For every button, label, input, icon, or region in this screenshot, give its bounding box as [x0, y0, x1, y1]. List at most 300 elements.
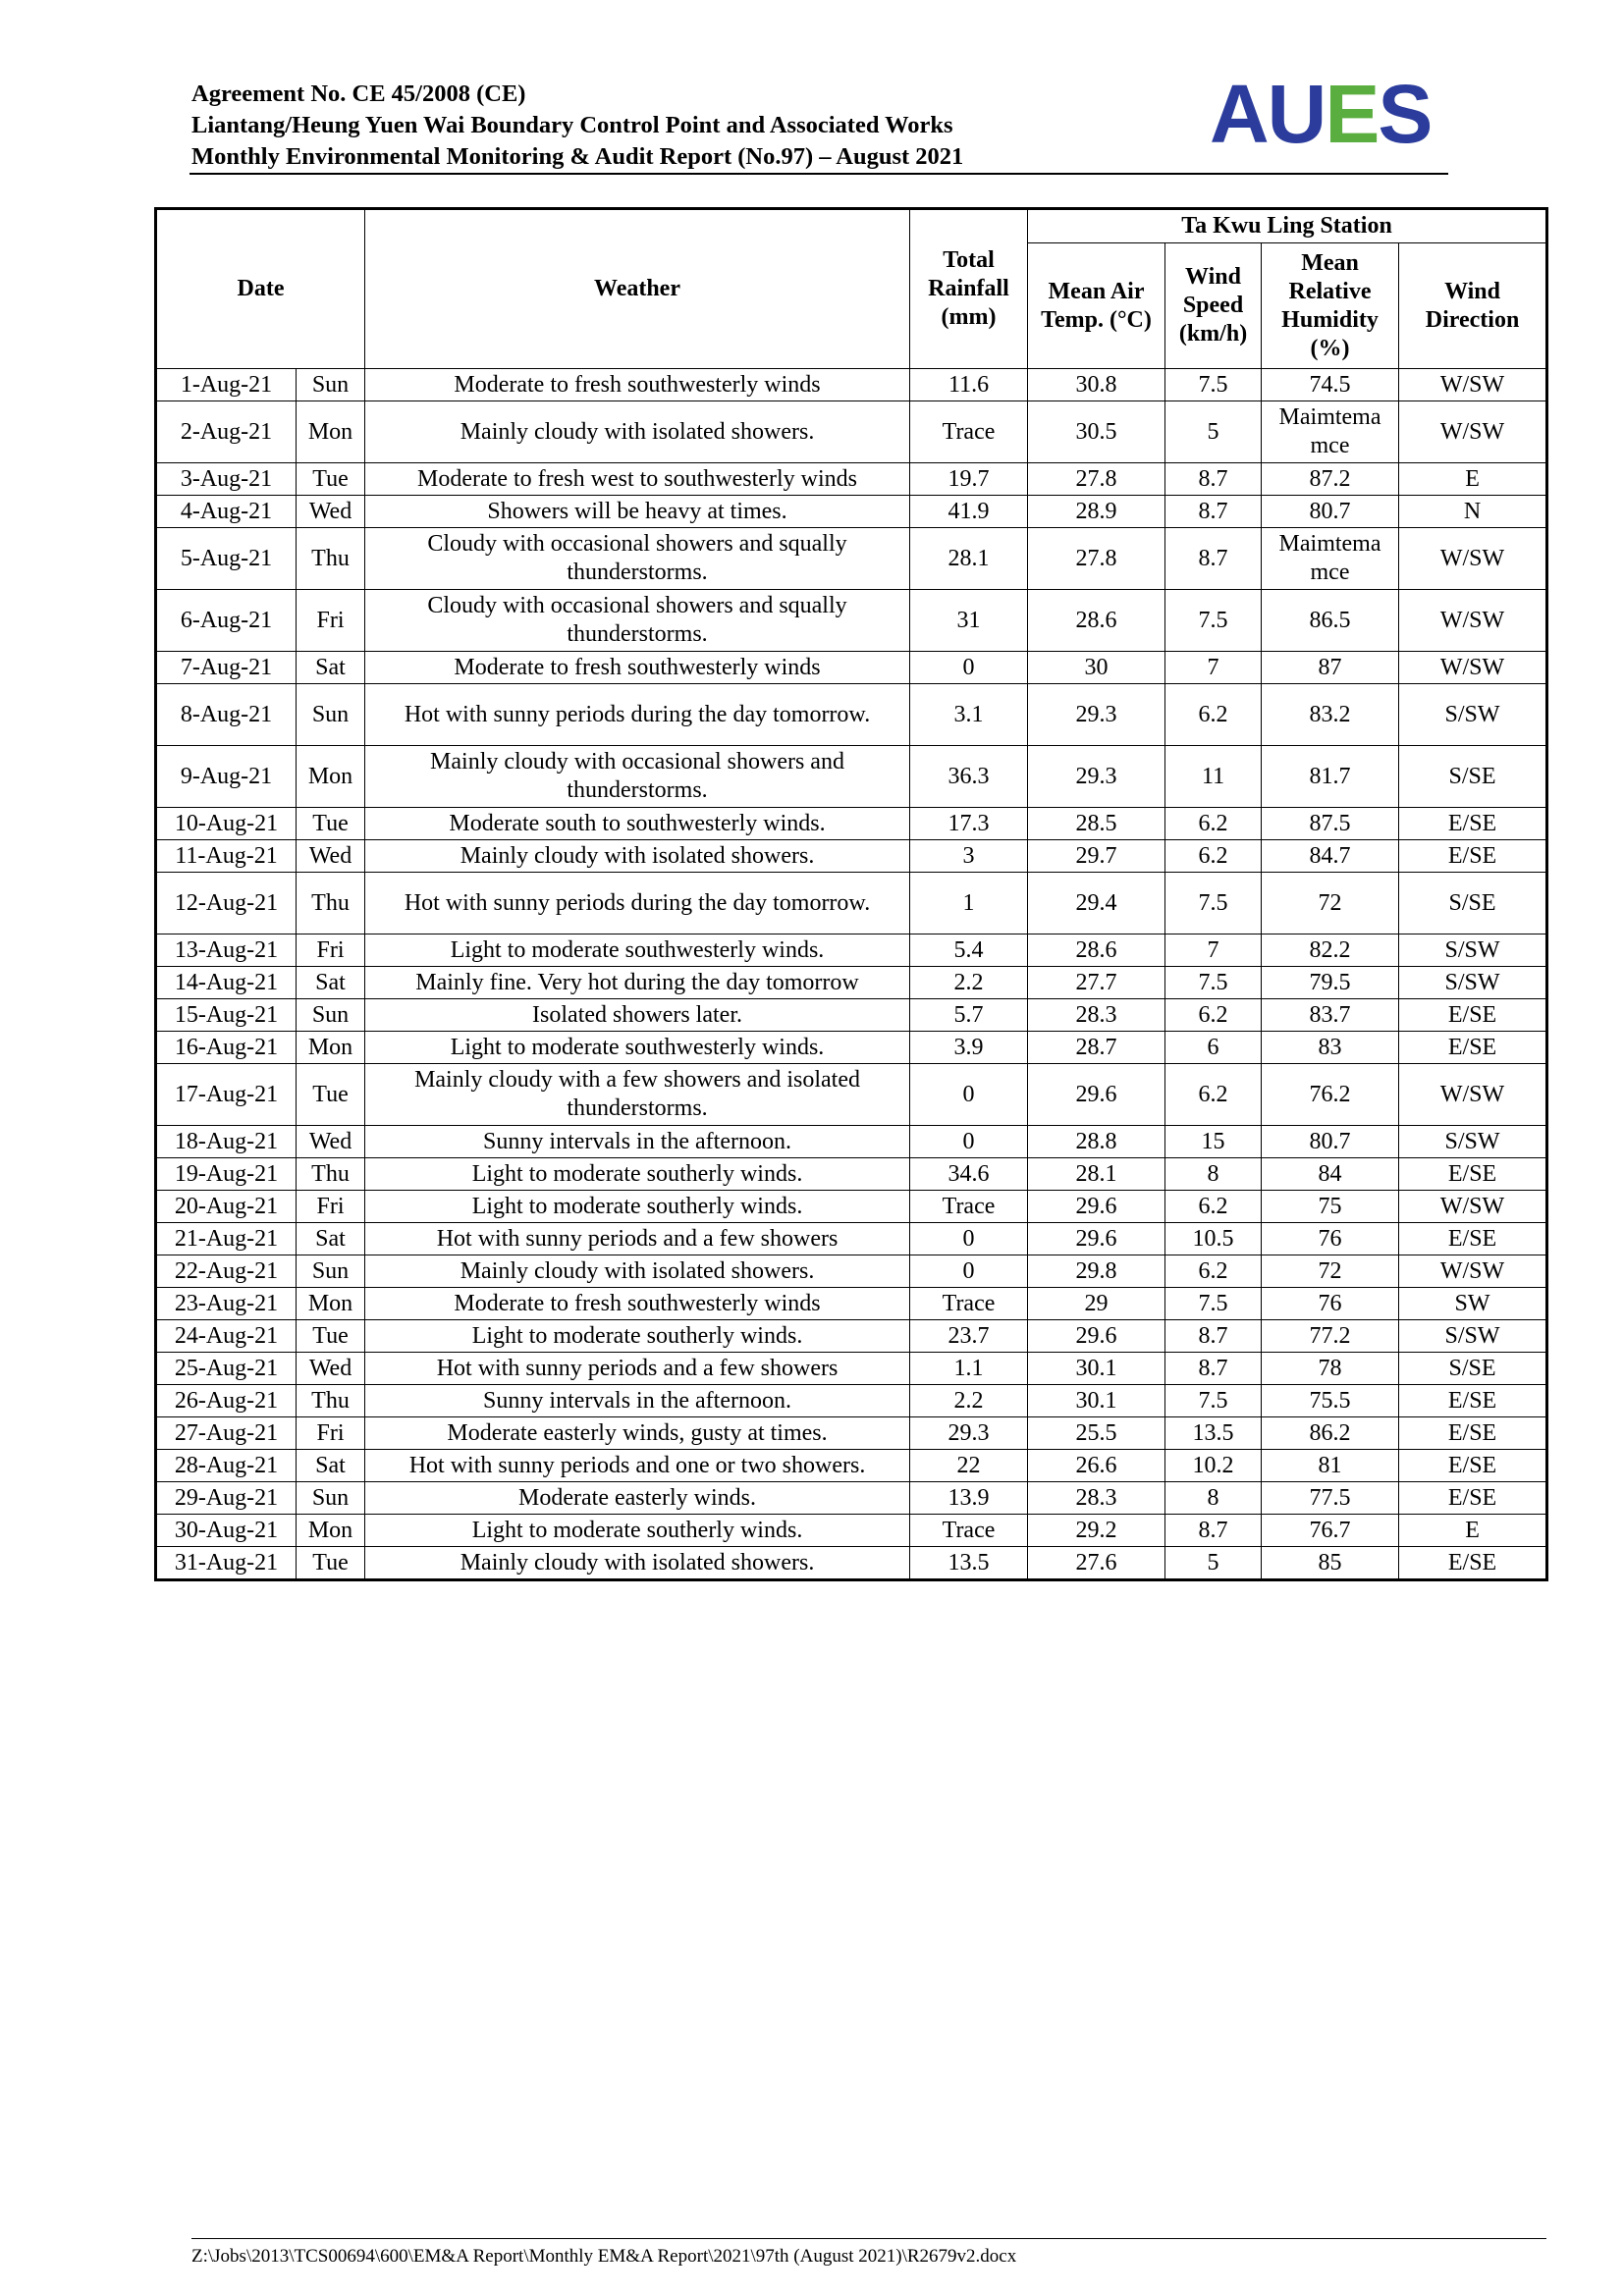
- cell-wind-speed: 6.2: [1165, 840, 1262, 873]
- cell-wind-speed: 8.7: [1165, 1515, 1262, 1547]
- cell-date: 10-Aug-21: [156, 808, 297, 840]
- cell-temp: 29.7: [1028, 840, 1165, 873]
- cell-rainfall: Trace: [910, 401, 1028, 463]
- cell-date: 9-Aug-21: [156, 746, 297, 808]
- cell-weather: Mainly cloudy with isolated showers.: [365, 401, 910, 463]
- cell-rainfall: 22: [910, 1450, 1028, 1482]
- cell-weather: Light to moderate southwesterly winds.: [365, 934, 910, 967]
- table-row: [156, 873, 1547, 934]
- header-divider: [189, 173, 1448, 175]
- cell-rainfall: 13.9: [910, 1482, 1028, 1515]
- table-row: [156, 496, 1547, 528]
- cell-humidity: 74.5: [1262, 369, 1399, 401]
- cell-wind-direction: W/SW: [1399, 369, 1547, 401]
- cell-rainfall: 0: [910, 652, 1028, 684]
- cell-temp: 30.5: [1028, 401, 1165, 463]
- cell-humidity: 75.5: [1262, 1385, 1399, 1417]
- cell-wind-direction: S/SW: [1399, 934, 1547, 967]
- cell-day: Mon: [297, 1288, 365, 1320]
- cell-humidity: 87.2: [1262, 463, 1399, 496]
- cell-day: Fri: [297, 1191, 365, 1223]
- table-row: [156, 1547, 1547, 1580]
- cell-wind-speed: 6.2: [1165, 808, 1262, 840]
- aues-logo: [1210, 68, 1432, 160]
- cell-wind-direction: S/SE: [1399, 746, 1547, 808]
- cell-weather: Moderate to fresh west to southwesterly winds: [365, 463, 910, 496]
- cell-temp: 27.8: [1028, 463, 1165, 496]
- table-row: [156, 1158, 1547, 1191]
- cell-weather: Showers will be heavy at times.: [365, 496, 910, 528]
- cell-day: Mon: [297, 401, 365, 463]
- cell-weather: Moderate to fresh southwesterly winds: [365, 1288, 910, 1320]
- cell-date: 20-Aug-21: [156, 1191, 297, 1223]
- cell-wind-speed: 10.2: [1165, 1450, 1262, 1482]
- cell-wind-speed: 7.5: [1165, 873, 1262, 934]
- cell-wind-direction: E/SE: [1399, 1450, 1547, 1482]
- cell-date: 13-Aug-21: [156, 934, 297, 967]
- cell-wind-speed: 5: [1165, 401, 1262, 463]
- cell-day: Sun: [297, 684, 365, 746]
- cell-date: 30-Aug-21: [156, 1515, 297, 1547]
- cell-date: 31-Aug-21: [156, 1547, 297, 1580]
- table-row: [156, 652, 1547, 684]
- cell-wind-speed: 8: [1165, 1482, 1262, 1515]
- cell-rainfall: 5.4: [910, 934, 1028, 967]
- cell-date: 17-Aug-21: [156, 1064, 297, 1126]
- cell-weather: Light to moderate southerly winds.: [365, 1191, 910, 1223]
- logo-text-au: AU: [1210, 68, 1326, 160]
- cell-wind-direction: E/SE: [1399, 1032, 1547, 1064]
- cell-humidity: 76: [1262, 1223, 1399, 1255]
- cell-day: Mon: [297, 746, 365, 808]
- table-row: [156, 967, 1547, 999]
- cell-weather: Mainly cloudy with isolated showers.: [365, 1547, 910, 1580]
- cell-rainfall: 3.1: [910, 684, 1028, 746]
- cell-wind-direction: S/SW: [1399, 684, 1547, 746]
- cell-day: Wed: [297, 1126, 365, 1158]
- cell-date: 11-Aug-21: [156, 840, 297, 873]
- cell-weather: Hot with sunny periods and a few showers: [365, 1353, 910, 1385]
- cell-humidity: 77.5: [1262, 1482, 1399, 1515]
- cell-temp: 29.4: [1028, 873, 1165, 934]
- table-row: [156, 590, 1547, 652]
- table-row: [156, 1385, 1547, 1417]
- cell-wind-speed: 7.5: [1165, 1288, 1262, 1320]
- cell-rainfall: Trace: [910, 1191, 1028, 1223]
- cell-wind-direction: SW: [1399, 1288, 1547, 1320]
- footer-divider: [191, 2238, 1546, 2239]
- cell-rainfall: 2.2: [910, 967, 1028, 999]
- cell-weather: Sunny intervals in the afternoon.: [365, 1385, 910, 1417]
- cell-rainfall: 2.2: [910, 1385, 1028, 1417]
- cell-humidity: 83.2: [1262, 684, 1399, 746]
- cell-day: Sat: [297, 1223, 365, 1255]
- cell-rainfall: 36.3: [910, 746, 1028, 808]
- cell-date: 15-Aug-21: [156, 999, 297, 1032]
- cell-day: Wed: [297, 496, 365, 528]
- cell-wind-speed: 6.2: [1165, 684, 1262, 746]
- cell-temp: 30.1: [1028, 1385, 1165, 1417]
- cell-temp: 28.3: [1028, 999, 1165, 1032]
- cell-rainfall: 41.9: [910, 496, 1028, 528]
- cell-day: Sun: [297, 1482, 365, 1515]
- cell-wind-direction: E/SE: [1399, 1417, 1547, 1450]
- cell-wind-speed: 6.2: [1165, 999, 1262, 1032]
- cell-humidity: 83: [1262, 1032, 1399, 1064]
- cell-wind-speed: 6.2: [1165, 1064, 1262, 1126]
- cell-day: Sat: [297, 652, 365, 684]
- cell-humidity: 76.2: [1262, 1064, 1399, 1126]
- cell-temp: 28.6: [1028, 590, 1165, 652]
- cell-temp: 29.3: [1028, 746, 1165, 808]
- cell-weather: Mainly cloudy with a few showers and isolated thunderstorms.: [365, 1064, 910, 1126]
- cell-wind-speed: 6.2: [1165, 1255, 1262, 1288]
- cell-wind-direction: W/SW: [1399, 1255, 1547, 1288]
- cell-day: Tue: [297, 1064, 365, 1126]
- agreement-number: Agreement No. CE 45/2008 (CE): [191, 80, 526, 107]
- cell-rainfall: 5.7: [910, 999, 1028, 1032]
- cell-weather: Cloudy with occasional showers and squally thunderstorms.: [365, 528, 910, 590]
- cell-humidity: 81: [1262, 1450, 1399, 1482]
- cell-rainfall: 0: [910, 1255, 1028, 1288]
- table-row: [156, 528, 1547, 590]
- cell-wind-direction: E/SE: [1399, 1482, 1547, 1515]
- cell-rainfall: 3.9: [910, 1032, 1028, 1064]
- cell-wind-speed: 7.5: [1165, 967, 1262, 999]
- cell-date: 6-Aug-21: [156, 590, 297, 652]
- cell-humidity: 79.5: [1262, 967, 1399, 999]
- cell-weather: Hot with sunny periods and a few showers: [365, 1223, 910, 1255]
- cell-wind-speed: 15: [1165, 1126, 1262, 1158]
- table-row: [156, 999, 1547, 1032]
- cell-temp: 28.5: [1028, 808, 1165, 840]
- cell-humidity: 86.5: [1262, 590, 1399, 652]
- cell-rainfall: 0: [910, 1223, 1028, 1255]
- cell-rainfall: Trace: [910, 1288, 1028, 1320]
- cell-day: Tue: [297, 463, 365, 496]
- table-row: [156, 1223, 1547, 1255]
- cell-weather: Light to moderate southerly winds.: [365, 1320, 910, 1353]
- table-row: [156, 684, 1547, 746]
- cell-wind-direction: W/SW: [1399, 1191, 1547, 1223]
- cell-wind-speed: 7.5: [1165, 590, 1262, 652]
- cell-humidity: 87: [1262, 652, 1399, 684]
- cell-temp: 25.5: [1028, 1417, 1165, 1450]
- cell-date: 19-Aug-21: [156, 1158, 297, 1191]
- cell-date: 18-Aug-21: [156, 1126, 297, 1158]
- cell-weather: Light to moderate southwesterly winds.: [365, 1032, 910, 1064]
- cell-date: 24-Aug-21: [156, 1320, 297, 1353]
- cell-humidity: 77.2: [1262, 1320, 1399, 1353]
- cell-weather: Sunny intervals in the afternoon.: [365, 1126, 910, 1158]
- cell-temp: 27.7: [1028, 967, 1165, 999]
- cell-humidity: 76.7: [1262, 1515, 1399, 1547]
- cell-day: Tue: [297, 1547, 365, 1580]
- cell-rainfall: 11.6: [910, 369, 1028, 401]
- file-path-footer: Z:\Jobs\2013\TCS00694\600\EM&A Report\Monthly EM&A Report\2021\97th (August 2021)\R2679v2.docx: [191, 2246, 1017, 2267]
- cell-humidity: 80.7: [1262, 496, 1399, 528]
- cell-wind-direction: S/SW: [1399, 1320, 1547, 1353]
- project-title: Liantang/Heung Yuen Wai Boundary Control Point and Associated Works: [191, 112, 953, 138]
- table-row: [156, 463, 1547, 496]
- table-row: [156, 1450, 1547, 1482]
- cell-temp: 28.1: [1028, 1158, 1165, 1191]
- cell-date: 26-Aug-21: [156, 1385, 297, 1417]
- cell-date: 16-Aug-21: [156, 1032, 297, 1064]
- table-body: [156, 369, 1547, 1580]
- cell-weather: Light to moderate southerly winds.: [365, 1158, 910, 1191]
- table-row: [156, 1191, 1547, 1223]
- cell-wind-direction: E/SE: [1399, 808, 1547, 840]
- cell-date: 7-Aug-21: [156, 652, 297, 684]
- cell-temp: 28.3: [1028, 1482, 1165, 1515]
- cell-rainfall: 1: [910, 873, 1028, 934]
- cell-rainfall: 0: [910, 1126, 1028, 1158]
- cell-day: Sun: [297, 999, 365, 1032]
- cell-humidity: 78: [1262, 1353, 1399, 1385]
- cell-date: 14-Aug-21: [156, 967, 297, 999]
- table-row: [156, 1353, 1547, 1385]
- cell-wind-speed: 5: [1165, 1547, 1262, 1580]
- cell-weather: Moderate easterly winds, gusty at times.: [365, 1417, 910, 1450]
- cell-day: Mon: [297, 1515, 365, 1547]
- cell-date: 21-Aug-21: [156, 1223, 297, 1255]
- cell-rainfall: 13.5: [910, 1547, 1028, 1580]
- cell-wind-speed: 7.5: [1165, 369, 1262, 401]
- cell-humidity: 84.7: [1262, 840, 1399, 873]
- cell-rainfall: 23.7: [910, 1320, 1028, 1353]
- cell-humidity: 76: [1262, 1288, 1399, 1320]
- cell-date: 25-Aug-21: [156, 1353, 297, 1385]
- table-row: [156, 369, 1547, 401]
- cell-day: Thu: [297, 1158, 365, 1191]
- table-row: [156, 1126, 1547, 1158]
- table-row: [156, 746, 1547, 808]
- cell-wind-speed: 8: [1165, 1158, 1262, 1191]
- cell-humidity: 72: [1262, 873, 1399, 934]
- cell-day: Fri: [297, 590, 365, 652]
- header-station: Ta Kwu Ling Station: [1028, 209, 1547, 243]
- cell-rainfall: 17.3: [910, 808, 1028, 840]
- cell-wind-direction: W/SW: [1399, 401, 1547, 463]
- cell-temp: 28.8: [1028, 1126, 1165, 1158]
- table-header: [156, 209, 1547, 369]
- cell-wind-direction: W/SW: [1399, 528, 1547, 590]
- cell-day: Sun: [297, 369, 365, 401]
- cell-weather: Mainly cloudy with isolated showers.: [365, 840, 910, 873]
- cell-wind-direction: S/SW: [1399, 967, 1547, 999]
- cell-day: Sun: [297, 1255, 365, 1288]
- cell-wind-speed: 8.7: [1165, 528, 1262, 590]
- header-temp: Mean Air Temp. (°C): [1028, 243, 1165, 369]
- cell-weather: Moderate to fresh southwesterly winds: [365, 369, 910, 401]
- table-row: [156, 1288, 1547, 1320]
- header-wind-speed: Wind Speed (km/h): [1165, 243, 1262, 369]
- cell-humidity: 87.5: [1262, 808, 1399, 840]
- cell-humidity: 86.2: [1262, 1417, 1399, 1450]
- cell-wind-direction: E/SE: [1399, 1385, 1547, 1417]
- cell-day: Sat: [297, 967, 365, 999]
- cell-rainfall: 19.7: [910, 463, 1028, 496]
- cell-wind-direction: W/SW: [1399, 590, 1547, 652]
- cell-wind-speed: 7: [1165, 934, 1262, 967]
- cell-weather: Hot with sunny periods and one or two showers.: [365, 1450, 910, 1482]
- cell-humidity: Maimtema mce: [1262, 401, 1399, 463]
- cell-weather: Mainly fine. Very hot during the day tomorrow: [365, 967, 910, 999]
- cell-rainfall: 29.3: [910, 1417, 1028, 1450]
- cell-temp: 29.6: [1028, 1223, 1165, 1255]
- cell-humidity: 84: [1262, 1158, 1399, 1191]
- cell-date: 3-Aug-21: [156, 463, 297, 496]
- cell-temp: 30: [1028, 652, 1165, 684]
- cell-day: Fri: [297, 934, 365, 967]
- cell-temp: 28.7: [1028, 1032, 1165, 1064]
- cell-wind-speed: 8.7: [1165, 1320, 1262, 1353]
- cell-humidity: 81.7: [1262, 746, 1399, 808]
- weather-table: [154, 207, 1548, 1581]
- table-row: [156, 1515, 1547, 1547]
- cell-date: 27-Aug-21: [156, 1417, 297, 1450]
- cell-day: Tue: [297, 1320, 365, 1353]
- cell-temp: 29.3: [1028, 684, 1165, 746]
- cell-wind-direction: E/SE: [1399, 1223, 1547, 1255]
- cell-wind-direction: S/SE: [1399, 873, 1547, 934]
- header-weather: Weather: [365, 209, 910, 369]
- report-title: Monthly Environmental Monitoring & Audit Report (No.97) – August 2021: [191, 143, 964, 170]
- table-row: [156, 1032, 1547, 1064]
- cell-temp: 28.6: [1028, 934, 1165, 967]
- cell-wind-direction: W/SW: [1399, 1064, 1547, 1126]
- cell-date: 4-Aug-21: [156, 496, 297, 528]
- table-row: [156, 1255, 1547, 1288]
- table-row: [156, 1482, 1547, 1515]
- table-row: [156, 1320, 1547, 1353]
- cell-temp: 28.9: [1028, 496, 1165, 528]
- cell-wind-speed: 6.2: [1165, 1191, 1262, 1223]
- cell-rainfall: 0: [910, 1064, 1028, 1126]
- cell-weather: Moderate south to southwesterly winds.: [365, 808, 910, 840]
- cell-wind-direction: E: [1399, 1515, 1547, 1547]
- cell-temp: 29.8: [1028, 1255, 1165, 1288]
- header-rainfall: Total Rainfall (mm): [910, 209, 1028, 369]
- cell-day: Sat: [297, 1450, 365, 1482]
- cell-weather: Moderate easterly winds.: [365, 1482, 910, 1515]
- cell-wind-direction: W/SW: [1399, 652, 1547, 684]
- table-row: [156, 401, 1547, 463]
- table-row: [156, 1417, 1547, 1450]
- cell-wind-direction: S/SE: [1399, 1353, 1547, 1385]
- cell-humidity: 82.2: [1262, 934, 1399, 967]
- cell-wind-speed: 6: [1165, 1032, 1262, 1064]
- cell-weather: Mainly cloudy with occasional showers and thunderstorms.: [365, 746, 910, 808]
- cell-day: Mon: [297, 1032, 365, 1064]
- cell-weather: Isolated showers later.: [365, 999, 910, 1032]
- cell-humidity: 85: [1262, 1547, 1399, 1580]
- cell-temp: 26.6: [1028, 1450, 1165, 1482]
- cell-temp: 29.6: [1028, 1320, 1165, 1353]
- cell-wind-direction: E/SE: [1399, 1547, 1547, 1580]
- table-row: [156, 934, 1547, 967]
- table-row: [156, 808, 1547, 840]
- table-row: [156, 1064, 1547, 1126]
- cell-rainfall: 34.6: [910, 1158, 1028, 1191]
- logo-text-e: E: [1325, 68, 1379, 160]
- cell-date: 2-Aug-21: [156, 401, 297, 463]
- cell-temp: 29.6: [1028, 1064, 1165, 1126]
- cell-day: Fri: [297, 1417, 365, 1450]
- cell-date: 5-Aug-21: [156, 528, 297, 590]
- header-wind-direction: Wind Direction: [1399, 243, 1547, 369]
- cell-weather: Cloudy with occasional showers and squally thunderstorms.: [365, 590, 910, 652]
- cell-temp: 29.2: [1028, 1515, 1165, 1547]
- cell-day: Thu: [297, 873, 365, 934]
- cell-date: 8-Aug-21: [156, 684, 297, 746]
- cell-humidity: 83.7: [1262, 999, 1399, 1032]
- cell-day: Tue: [297, 808, 365, 840]
- cell-wind-speed: 8.7: [1165, 496, 1262, 528]
- cell-date: 29-Aug-21: [156, 1482, 297, 1515]
- cell-humidity: 72: [1262, 1255, 1399, 1288]
- cell-date: 28-Aug-21: [156, 1450, 297, 1482]
- cell-day: Thu: [297, 528, 365, 590]
- header-humidity: Mean Relative Humidity (%): [1262, 243, 1399, 369]
- cell-wind-speed: 7.5: [1165, 1385, 1262, 1417]
- cell-wind-direction: E/SE: [1399, 999, 1547, 1032]
- logo-text-s: S: [1378, 68, 1432, 160]
- cell-temp: 30.1: [1028, 1353, 1165, 1385]
- cell-rainfall: Trace: [910, 1515, 1028, 1547]
- cell-wind-direction: S/SW: [1399, 1126, 1547, 1158]
- cell-wind-speed: 8.7: [1165, 1353, 1262, 1385]
- cell-humidity: 80.7: [1262, 1126, 1399, 1158]
- cell-wind-direction: E: [1399, 463, 1547, 496]
- cell-date: 12-Aug-21: [156, 873, 297, 934]
- header-date: Date: [156, 209, 365, 369]
- cell-temp: 29.6: [1028, 1191, 1165, 1223]
- cell-date: 23-Aug-21: [156, 1288, 297, 1320]
- cell-rainfall: 28.1: [910, 528, 1028, 590]
- cell-weather: Moderate to fresh southwesterly winds: [365, 652, 910, 684]
- cell-temp: 27.8: [1028, 528, 1165, 590]
- cell-temp: 29: [1028, 1288, 1165, 1320]
- cell-weather: Hot with sunny periods during the day tomorrow.: [365, 684, 910, 746]
- cell-wind-speed: 11: [1165, 746, 1262, 808]
- cell-temp: 27.6: [1028, 1547, 1165, 1580]
- cell-day: Thu: [297, 1385, 365, 1417]
- cell-wind-direction: E/SE: [1399, 1158, 1547, 1191]
- cell-date: 1-Aug-21: [156, 369, 297, 401]
- cell-wind-direction: E/SE: [1399, 840, 1547, 873]
- cell-rainfall: 1.1: [910, 1353, 1028, 1385]
- cell-day: Wed: [297, 1353, 365, 1385]
- cell-wind-speed: 10.5: [1165, 1223, 1262, 1255]
- cell-wind-speed: 13.5: [1165, 1417, 1262, 1450]
- cell-rainfall: 31: [910, 590, 1028, 652]
- table-row: [156, 840, 1547, 873]
- cell-wind-speed: 8.7: [1165, 463, 1262, 496]
- cell-weather: Mainly cloudy with isolated showers.: [365, 1255, 910, 1288]
- cell-temp: 30.8: [1028, 369, 1165, 401]
- cell-day: Wed: [297, 840, 365, 873]
- cell-weather: Light to moderate southerly winds.: [365, 1515, 910, 1547]
- cell-weather: Hot with sunny periods during the day tomorrow.: [365, 873, 910, 934]
- cell-rainfall: 3: [910, 840, 1028, 873]
- cell-humidity: 75: [1262, 1191, 1399, 1223]
- cell-humidity: Maimtema mce: [1262, 528, 1399, 590]
- cell-date: 22-Aug-21: [156, 1255, 297, 1288]
- cell-wind-speed: 7: [1165, 652, 1262, 684]
- cell-wind-direction: N: [1399, 496, 1547, 528]
